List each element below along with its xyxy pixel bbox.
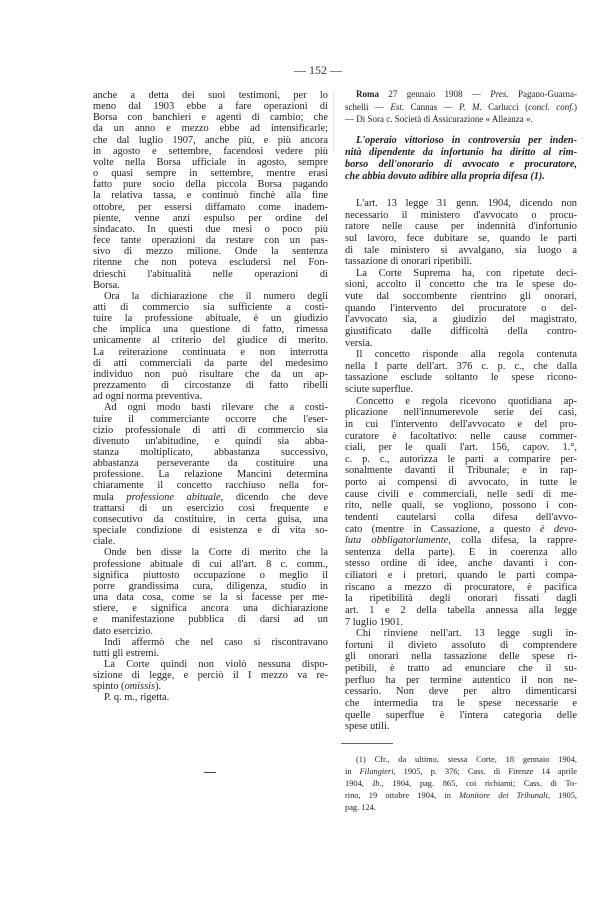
text-line: fatto pure socio della piccola Borsa pagando — [93, 179, 328, 191]
text-line: plicazione nell'innumerevole serie dei casi, — [345, 407, 577, 419]
paragraph — [345, 268, 577, 349]
text-segment: Pagano-Guarna- — [508, 89, 577, 99]
case-summary — [345, 135, 577, 183]
text-line: versia. — [345, 337, 373, 349]
text-line: La reiterazione continuata e non interrotta — [93, 346, 328, 358]
text-line — [345, 535, 577, 547]
italic-text: omissis — [124, 681, 156, 693]
text-line — [345, 524, 577, 536]
paragraph — [93, 692, 328, 703]
italic-text: luta obbligatoriamente — [345, 535, 449, 547]
text-line: gli onorari nella tassazione delle spese ri- — [345, 651, 577, 663]
text-line: tassazione esclude soltanto le spese ricono- — [345, 372, 577, 384]
text-line: 7 luglio 1901. — [345, 616, 404, 628]
italic-text: Pres. — [490, 89, 509, 99]
paragraph — [93, 402, 328, 547]
paragraph — [345, 754, 577, 814]
text-line: ritenne che non poteva escludersi nel Fon- — [93, 257, 328, 269]
paragraph — [345, 198, 577, 268]
text-line: professione. La relazione Mancini determina — [93, 469, 328, 481]
text-line: dato esercizio. — [93, 625, 154, 637]
text-line: drieschi l'abitualità nelle operazioni di — [93, 268, 328, 280]
footnote — [345, 754, 577, 814]
text-segment: mula — [93, 491, 127, 503]
text-line: sioni, accolto il concetto che tra le spese do- — [345, 279, 577, 291]
text-line: sul lavoro, fece dubitare se, quando le parti — [345, 232, 577, 244]
text-line: La Corte quindi non violò nessuna dispo- — [104, 658, 328, 670]
text-line: nità dipendente da infortunio ha diritto al rim- — [345, 147, 577, 158]
page-number: — 152 — — [294, 63, 342, 77]
text-line: ciale. — [93, 536, 116, 548]
text-line — [93, 492, 328, 503]
text-line: significa piuttosto occupazione o meglio il — [93, 569, 328, 581]
text-line: quelle superflue è l'intera categoria delle — [345, 709, 577, 721]
right-column-body — [345, 198, 577, 733]
paragraph — [345, 349, 577, 396]
text-line: stiere, e significa ancora una dichiarazione — [93, 603, 328, 615]
italic-text: professione abituale — [126, 491, 221, 503]
text-line: L'art. 13 legge 31 genn. 1904, dicendo non — [356, 198, 577, 209]
text-segment: in — [345, 767, 360, 776]
text-line: pag. 124. — [345, 803, 376, 812]
text-line: cizio professionale di atti di commercio sia — [93, 424, 328, 436]
paragraph — [345, 396, 577, 629]
text-line: di tale ministero si avvalgano, sia luogo a — [345, 244, 577, 256]
text-line: borso dell'onorario di avvocato e procuratore, — [345, 159, 577, 170]
text-line: da un anno e mezzo ebbe ad intensificarle; — [93, 123, 328, 135]
text-line: stesso ordine di idee, anche davanti i con- — [345, 558, 577, 570]
text-segment: spinto ( — [93, 681, 125, 693]
text-line: L'operaio vittorioso in controversia per inden- — [356, 135, 577, 146]
text-line: cessario. Non deve per altro dimenticarsi — [345, 686, 577, 698]
text-line — [345, 88, 577, 101]
text-line: perfluo ha per termine autentico il non ne- — [345, 674, 577, 686]
text-line: ciliatori e i pretori, quando le parti compa- — [345, 570, 577, 581]
footnote-rule — [341, 743, 393, 744]
text-line: che implica una questione di fatto, rimessa — [93, 324, 328, 336]
text-line: giustificato dalle difficoltà della contro- — [345, 325, 577, 337]
text-line — [93, 681, 328, 692]
text-line: vute dal soccombente rientrino gli onorari, — [345, 291, 577, 302]
text-line: sciute superflue. — [345, 384, 414, 395]
text-line: curatore è facoltativo: nelle cause commer- — [345, 430, 577, 442]
text-line: Il concetto risponde alla regola contenuta — [356, 349, 577, 361]
text-line: in cui l'intervento dell'avvocato e del pro- — [345, 418, 577, 430]
text-segment: 1904, — [345, 779, 373, 788]
text-line: stanza moltiplicato, abbastanza successivo, — [93, 447, 328, 458]
text-line: nella I parte dell'art. 376 c. p. c., che dalla — [345, 360, 577, 372]
text-segment: schelli — — [345, 101, 391, 112]
text-segment: 27 gennaio 1908 — — [379, 89, 491, 99]
text-line: art. 1 e 2 della tabella annessa alla legge — [345, 604, 577, 616]
italic-text: concl. conf. — [528, 101, 574, 112]
text-line: tuire la professione abituale, è un giudizio — [93, 313, 328, 325]
text-line: porto ai compensi di avvocato, in tutte le — [345, 477, 577, 488]
text-line: Chi rinviene nell'art. 13 legge sugli in- — [356, 628, 577, 640]
paragraph — [93, 547, 328, 636]
text-line: Borsa con banchieri e agenti di cambio; che — [93, 112, 328, 124]
text-line: speciale condizione di esistenza e di vita so- — [93, 525, 328, 537]
text-line: piente, venne anzi espulso per ordine del — [93, 212, 328, 224]
text-line: o quasi sempre in settembre, mentre erasi — [93, 168, 328, 180]
text-segment: ) — [574, 101, 577, 112]
text-line: ottobre, per essersi diffamato come inadem- — [93, 201, 328, 213]
text-segment: , colla difesa, la rappre- — [448, 535, 578, 547]
text-line: c. p. c., autorizza le parti a comparire per- — [345, 453, 577, 465]
text-segment: Carlucci ( — [481, 101, 529, 112]
text-line: P. q. m., rigetta. — [104, 692, 170, 704]
text-line: quando l'intervento del procuratore o del- — [345, 302, 577, 314]
column-divider — [333, 92, 334, 152]
text-line: — Di Sora c. Società di Assicurazione « Alleanza ». — [345, 114, 533, 124]
text-segment: , 1905, p. 376; Cass. di Firenze 14 aprile — [393, 767, 577, 776]
text-line: professione abituale di cui all'art. 8 c. comm., — [93, 558, 328, 570]
paragraph — [93, 637, 328, 659]
text-line: volte nella Borsa ufficiale in agosto, sempre — [93, 156, 328, 168]
text-line: Onde ben disse la Corte di merito che la — [104, 547, 328, 559]
text-line: cause civili e commerciali, nelle sedi di me- — [345, 488, 577, 500]
text-line: una data cosa, come se la si facesse per me- — [93, 592, 328, 604]
text-line: che dal luglio 1907, anche più, e più ancora — [93, 134, 328, 146]
text-line: che abbia dovuto adibire alla propria difesa (1). — [345, 171, 545, 182]
text-segment: ). — [155, 681, 162, 693]
text-segment: , dicendo che deve — [220, 491, 328, 503]
text-line: petibili, è tratto ad enunciare che il su- — [345, 663, 577, 674]
text-line: e manifestazione pubblica di darsi ad un — [93, 614, 328, 626]
text-line: sizione di legge, e perciò il I mezzo va re- — [93, 670, 328, 682]
text-line: Ad ogni modo basti rilevare che a costi- — [104, 402, 328, 414]
text-line: che intermedia tra le spese necessarie e — [345, 697, 577, 709]
text-line: necessario il ministero d'avvocato o procu- — [345, 209, 577, 221]
text-line: consecutivo da costituire, in certa guisa, una — [93, 513, 328, 525]
text-line: tassazione di onorari ripetibili. — [345, 256, 472, 268]
text-line: sivo di mezzo milione. Onde la sentenza — [93, 246, 328, 258]
text-line: (1) Cfr., da ultimo, stessa Corte, 18 gennaio 1904, — [356, 755, 577, 764]
text-line: porre grandissima cura, diligenza, studio in — [93, 580, 328, 592]
text-line: Concetto e regola ricevono quotidiana ap- — [356, 395, 577, 407]
text-line: unicamente al criterio del giudice di merito. — [93, 335, 328, 347]
text-line: riscano a mezzo di procuratore, è pacifica — [345, 581, 577, 593]
text-line: anche a detta dei suoi testimoni, per lo — [93, 90, 328, 101]
text-line: abbastanza perseverante da costituire una — [93, 458, 328, 470]
paragraph — [345, 88, 577, 126]
text-line — [345, 101, 577, 114]
text-line: ad ogni norma preventiva. — [93, 391, 203, 403]
text-line: di atti commerciali da parte del medesimo — [93, 357, 328, 369]
text-line: tuire il commerciante occorre che l'eser- — [93, 413, 328, 425]
text-line: divenuto un'abitudine, e quindi sia abba- — [93, 435, 328, 447]
text-line — [345, 790, 577, 802]
text-line: spese utili. — [345, 721, 390, 733]
text-line: sindacato. In questi due mesi o poco più — [93, 223, 328, 235]
case-header — [345, 88, 577, 126]
text-line: tutti gli estremi. — [93, 647, 160, 659]
text-segment: Cannas — — [404, 101, 459, 112]
text-line: La Corte Suprema ha, con ripetute deci- — [356, 267, 577, 279]
text-line: meno dal 1903 ebbe a fare operazioni di — [93, 101, 328, 113]
text-segment: , 1905, — [547, 791, 577, 800]
paragraph — [93, 90, 328, 291]
text-line: ciali, per le quali l'art. 156, capov. 1.°, — [345, 442, 577, 454]
text-line — [345, 778, 577, 790]
paragraph — [93, 659, 328, 692]
text-line — [345, 766, 577, 778]
bold-text: Roma — [356, 89, 379, 99]
text-line: l'avvocato sia, a giudizio del magistrato, — [345, 314, 577, 326]
paragraph — [93, 291, 328, 403]
text-line: tendenti cautelarsi colla difesa dell'avvo- — [345, 511, 577, 523]
italic-text: Est. — [390, 101, 405, 112]
end-dash — [204, 772, 216, 773]
text-line: individuo non può risultare che da un ap- — [93, 368, 328, 380]
italic-text: è devo- — [539, 523, 577, 535]
text-segment: , 1904, pag. 865, coi richiami; Cass. di To- — [381, 779, 577, 788]
text-line: la ripetibilità degli onorari fissati dagli — [345, 593, 577, 605]
italic-text: P. M. — [458, 101, 482, 112]
italic-text: Ib. — [372, 779, 382, 788]
text-line: sonalmente davanti il Tribunale; e in rap- — [345, 465, 577, 477]
text-line: trattarsi di un esercizio così frequente e — [93, 502, 328, 514]
text-line: Borsa. — [93, 279, 120, 291]
text-line: ratore nelle cause per indennità d'infortunio — [345, 221, 577, 233]
text-line: fortuni il divieto assoluto di comprendere — [345, 639, 577, 651]
paragraph — [345, 628, 577, 733]
text-line: rito, nelle quali, se vogliono, possono i con- — [345, 500, 577, 512]
italic-text: Filangieri — [359, 767, 394, 776]
text-segment: rino, 19 ottobre 1904, in — [345, 791, 460, 800]
left-column — [93, 90, 328, 704]
text-line: sentenza della parte). E in coerenza allo — [345, 546, 577, 558]
text-segment: cato (mentre in Cassazione, a questo — [345, 523, 540, 535]
text-line: in agosto e settembre, facendosi vedere più — [93, 145, 328, 157]
paragraph — [345, 135, 577, 183]
text-line: atti di commercio sia sufficiente a costi- — [93, 301, 328, 313]
text-line: chiaramente il concetto racchiuso nella for- — [93, 480, 328, 492]
text-line: la relativa tassa, e continuò finchè alla fine — [93, 190, 328, 202]
italic-text: Monitore dei Tribunali — [459, 791, 548, 800]
text-line: prezzamento di circostanze di fatto ribelli — [93, 380, 328, 392]
text-line: fece tante operazioni da restare con un pas- — [93, 235, 328, 247]
text-line: Indi affermò che nel caso si riscontravano — [104, 636, 328, 648]
text-line: Ora la dichiarazione che il numero degli — [104, 290, 328, 302]
